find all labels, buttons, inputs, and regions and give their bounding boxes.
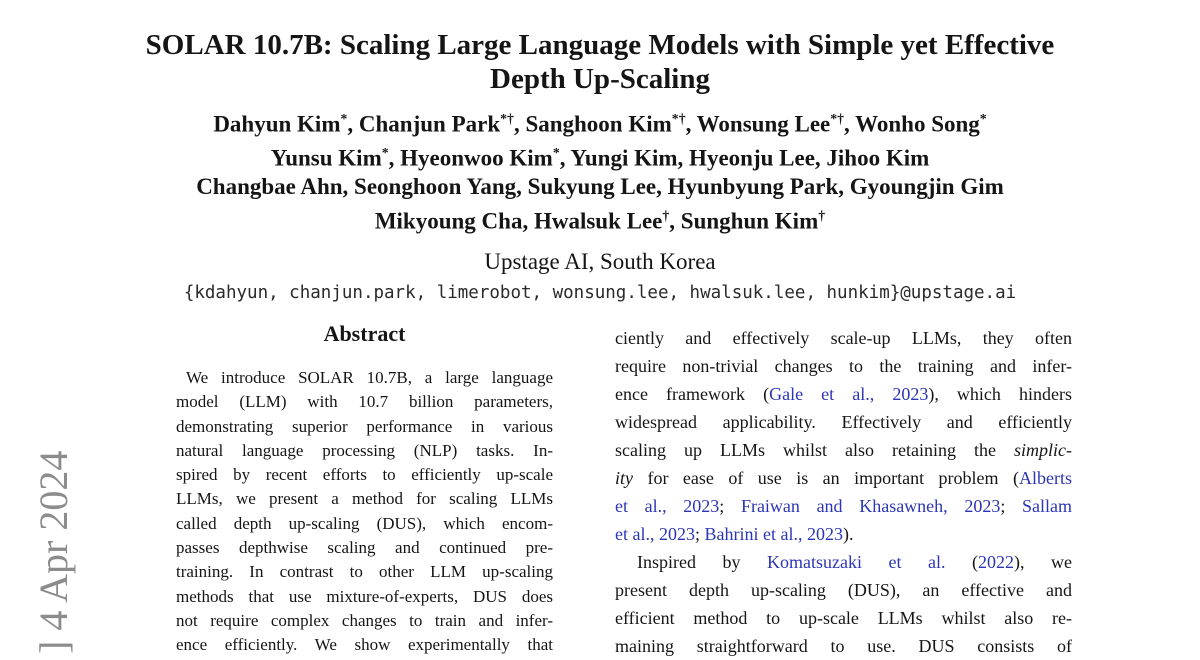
text-segment: , Sunghun Kim	[669, 208, 819, 234]
text-line	[615, 436, 1072, 464]
text-segment: *	[552, 145, 560, 161]
citation-link[interactable]: Bahrini et al., 2023	[704, 524, 843, 544]
text-segment: ence framework (	[615, 384, 770, 404]
text-segment: spired by recent efforts to efficiently up-scale	[176, 465, 553, 485]
text-segment: demonstrating superior performance in various	[176, 416, 553, 436]
text-segment: simplic-	[1014, 440, 1072, 460]
text-line	[176, 536, 553, 560]
citation-link[interactable]: Gale et al., 2023	[769, 384, 929, 404]
citation-link[interactable]: 2022	[978, 552, 1015, 572]
text-segment: methods that use mixture-of-experts, DUS does	[176, 586, 553, 606]
text-line	[0, 202, 1200, 236]
text-segment: require non-trivial changes to the training and infer-	[615, 356, 1072, 376]
text-segment: *†	[671, 111, 686, 126]
abstract-body	[176, 366, 553, 658]
text-line	[0, 173, 1200, 202]
text-segment: Yunsu Kim	[270, 145, 382, 171]
text-line	[615, 380, 1072, 408]
text-segment: called depth up-scaling (DUS), which encom-	[176, 513, 553, 533]
text-segment: ;	[719, 496, 741, 516]
text-line	[0, 105, 1200, 139]
text-line	[176, 390, 553, 414]
text-segment: †	[662, 207, 670, 223]
text-segment: not require complex changes to train and infer-	[176, 610, 553, 630]
text-segment: *†	[500, 111, 514, 126]
text-segment: present depth up-scaling (DUS), an effective and	[615, 580, 1072, 600]
text-segment: We introduce SOLAR 10.7B, a large language	[186, 368, 553, 387]
text-segment: , Sanghoon Kim	[513, 111, 672, 137]
text-segment: Changbae Ahn, Seonghoon Yang, Sukyung Lee, Hyunbyung Park, Gyoungjin Gim	[196, 174, 1004, 200]
text-segment: passes depthwise scaling and continued pre-	[176, 538, 553, 558]
text-segment: widespread applicability. Effectively and efficiently	[615, 412, 1072, 432]
text-segment: , Hyeonwoo Kim	[388, 145, 553, 171]
text-segment: natural language processing (NLP) tasks. In-	[176, 440, 553, 460]
text-segment: *†	[830, 111, 845, 126]
text-segment: model (LLM) with 10.7 billion parameters,	[176, 392, 553, 412]
text-line	[615, 548, 1072, 576]
paper-title-line-1: SOLAR 10.7B: Scaling Large Language Models with Simple yet Effective	[145, 29, 1055, 61]
text-line	[176, 366, 553, 390]
intro-paragraph-2	[615, 548, 1072, 660]
text-line	[615, 632, 1072, 660]
paper-title-line-2: Depth Up-Scaling	[490, 63, 710, 95]
citation-link[interactable]: et al., 2023	[615, 524, 695, 544]
paper-title	[0, 28, 1200, 96]
text-segment: *	[340, 111, 348, 126]
text-line	[615, 464, 1072, 492]
text-segment: Mikyoung Cha, Hwalsuk Lee	[374, 208, 663, 234]
text-segment: ;	[694, 524, 705, 544]
text-line	[615, 492, 1072, 520]
text-line	[176, 439, 553, 463]
citation-link[interactable]: Fraiwan and Khasawneh, 2023	[740, 496, 1001, 516]
text-segment: Inspired by	[637, 552, 768, 572]
text-segment: ity	[615, 468, 633, 488]
text-segment: scaling up LLMs whilst also retaining the	[615, 440, 1014, 460]
text-line	[176, 609, 553, 633]
text-segment: (	[945, 552, 979, 572]
text-segment: , Wonsung Lee	[685, 111, 831, 137]
text-segment: , Wonho Song	[844, 111, 980, 137]
text-segment: *	[381, 145, 389, 161]
text-line	[615, 520, 1072, 548]
text-line	[176, 560, 553, 584]
author-list	[0, 105, 1200, 236]
text-line	[176, 512, 553, 536]
text-line	[0, 139, 1200, 173]
text-segment: *	[979, 111, 987, 126]
introduction-column	[615, 324, 1072, 660]
text-segment: ).	[842, 524, 854, 544]
text-segment: ciently and effectively scale-up LLMs, they often	[615, 328, 1072, 348]
text-line	[176, 463, 553, 487]
text-line	[615, 352, 1072, 380]
abstract-column	[176, 320, 553, 658]
text-line	[615, 324, 1072, 352]
citation-link[interactable]: et al., 2023	[615, 496, 720, 516]
text-segment: , Chanjun Park	[347, 111, 501, 137]
text-line	[176, 633, 553, 657]
arxiv-watermark: ] 4 Apr 2024	[31, 450, 76, 654]
text-segment: †	[818, 207, 826, 223]
text-segment: ), we	[1014, 552, 1073, 572]
text-line	[615, 408, 1072, 436]
intro-paragraph-1	[615, 324, 1072, 548]
citation-link[interactable]: Komatsuzaki et al.	[767, 552, 946, 572]
affiliation: Upstage AI, South Korea	[484, 249, 716, 274]
citation-link[interactable]: Alberts	[1019, 468, 1072, 488]
text-segment: LLMs, we present a method for scaling LLMs	[176, 489, 553, 509]
text-line	[615, 576, 1072, 604]
text-segment: Dahyun Kim	[213, 111, 341, 137]
text-line	[176, 585, 553, 609]
text-segment: for ease of use is an important problem (	[633, 468, 1019, 488]
text-line	[615, 604, 1072, 632]
text-segment: , Yungi Kim, Hyeonju Lee, Jihoo Kim	[559, 145, 930, 171]
text-segment: maining straightforward to use. DUS consists of	[615, 636, 1072, 656]
text-segment: ence efficiently. We show experimentally that	[176, 635, 553, 655]
text-segment: efficient method to up-scale LLMs whilst also re-	[615, 608, 1072, 628]
abstract-heading: Abstract	[323, 321, 406, 346]
text-line	[176, 487, 553, 511]
citation-link[interactable]: Sallam	[1021, 496, 1072, 516]
text-segment: training. In contrast to other LLM up-scaling	[176, 562, 553, 582]
text-line	[176, 415, 553, 439]
text-segment: ;	[1000, 496, 1022, 516]
author-emails: {kdahyun, chanjun.park, limerobot, wonsung.lee, hwalsuk.lee, hunkim}@upstage.ai	[183, 283, 1017, 303]
text-segment: ), which hinders	[928, 384, 1072, 404]
